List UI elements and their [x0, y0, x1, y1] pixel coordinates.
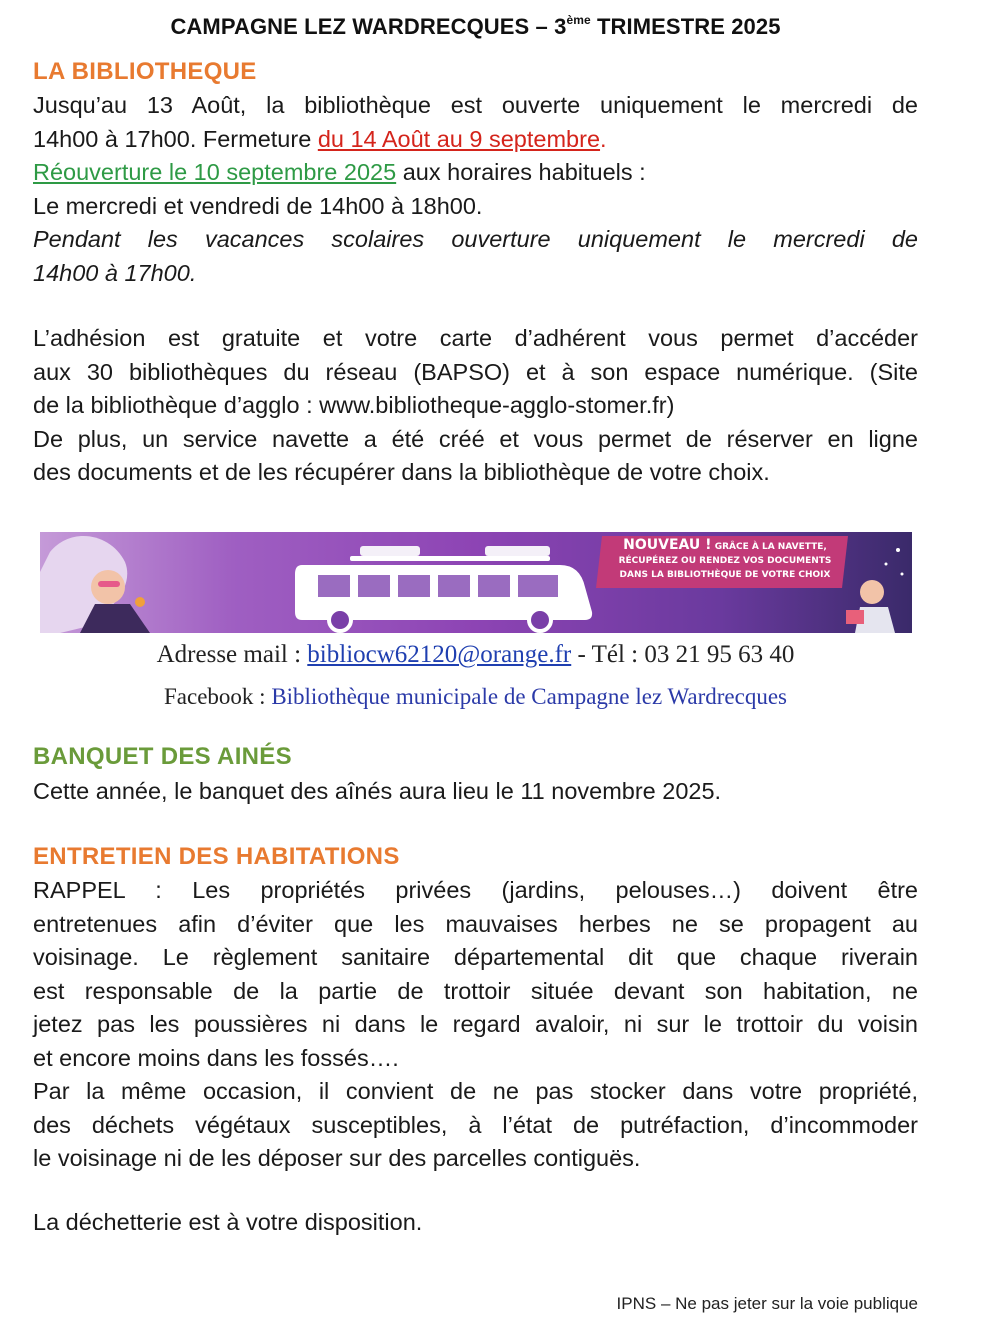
- page-title: [33, 14, 918, 40]
- banquet-heading: BANQUET DES AINÉS: [33, 743, 292, 770]
- bibliotheque-line2: [33, 123, 918, 157]
- navette-line1: De plus, un service navette a été créé et vous permet de réserver en ligne: [33, 425, 918, 452]
- bus-window-2-shape: [358, 575, 390, 597]
- star-dot-1-shape: [896, 548, 900, 552]
- entretien-line6: et encore moins dans les fossés….: [33, 1044, 399, 1071]
- adhesion-paragraph: [33, 322, 918, 490]
- tel-label: - Tél : 03 21 95 63 40: [571, 641, 795, 668]
- entretien-line9: le voisinage ni de les déposer sur des parcelles contiguës.: [33, 1145, 641, 1171]
- facebook-label: Facebook :: [164, 684, 272, 709]
- reader-book-shape: [846, 610, 864, 624]
- title-superscript: ème: [566, 12, 591, 27]
- bus-roof-rack-shape: [350, 556, 550, 561]
- navette-line2: des documents et de les récupérer dans la bibliothèque de votre choix.: [33, 459, 770, 485]
- bus-window-5-shape: [478, 575, 510, 597]
- closure-dates: du 14 Août au 9 septembre: [317, 125, 601, 152]
- woman-hand-shape: [135, 597, 145, 607]
- contact-mail-line: [33, 641, 918, 669]
- navette-banner: [40, 532, 912, 633]
- banner-line2: RÉCUPÉREZ OU RENDEZ VOS DOCUMENTS: [618, 556, 832, 566]
- dechetterie-line: La déchetterie est à votre disposition.: [33, 1209, 423, 1235]
- reopening-suffix: aux horaires habituels :: [396, 159, 646, 185]
- entretien-line8: des déchets végétaux susceptibles, à l’état de putréfaction, d’incommoder: [33, 1111, 918, 1138]
- vacation-line2: 14h00 à 17h00.: [33, 259, 197, 286]
- entretien-line3: voisinage. Le règlement sanitaire départemental dit que chaque riverain: [33, 944, 918, 970]
- bus-wheel-right-shape: [529, 609, 551, 631]
- banner-nouveau: NOUVEAU !: [623, 537, 712, 553]
- bibliotheque-heading: LA BIBLIOTHEQUE: [33, 58, 257, 85]
- woman-glasses-shape: [98, 581, 120, 587]
- banner-line3: DANS LA BIBLIOTHÈQUE DE VOTRE CHOIX: [619, 570, 831, 580]
- title-end: TRIMESTRE 2025: [590, 14, 781, 39]
- entretien-paragraph: [33, 874, 918, 1176]
- banquet-text: [33, 775, 918, 809]
- banquet-line: Cette année, le banquet des aînés aura lieu le 11 novembre 2025.: [33, 778, 722, 804]
- reopening-date: Réouverture le 10 septembre 2025: [33, 159, 397, 185]
- reader-face-shape: [860, 580, 884, 604]
- entretien-line5: jetez pas les poussières ni dans le regard avaloir, ni sur le trottoir du voisin: [33, 1011, 918, 1037]
- star-dot-2-shape: [885, 563, 888, 566]
- entretien-line4: est responsable de la partie de trottoir située devant son habitation, ne: [33, 977, 918, 1004]
- dechetterie-paragraph: [33, 1206, 918, 1240]
- facebook-link[interactable]: Bibliothèque municipale de Campagne lez Wardrecques: [271, 684, 787, 709]
- closure-prefix: 14h00 à 17h00. Fermeture: [33, 125, 318, 152]
- closure-suffix: .: [600, 125, 607, 152]
- contact-facebook-line: [33, 684, 918, 710]
- bibliotheque-hours: [33, 89, 918, 290]
- banner-caption: [605, 538, 845, 582]
- adhesion-line1: L’adhésion est gratuite et votre carte d’adhérent vous permet d’accéder: [33, 325, 918, 351]
- bus-window-1-shape: [318, 575, 350, 597]
- footer-ipns: IPNS – Ne pas jeter sur la voie publique: [616, 1294, 918, 1313]
- bus-window-4-shape: [438, 575, 470, 597]
- bus-window-3-shape: [398, 575, 430, 597]
- mail-link[interactable]: bibliocw62120@orange.fr: [307, 641, 572, 668]
- bus-wheel-left-shape: [329, 609, 351, 631]
- banner-line1: GRÂCE À LA NAVETTE,: [711, 542, 827, 552]
- entretien-line2: entretenues afin d’éviter que les mauvaises herbes ne se propagent au: [33, 910, 918, 937]
- mail-label: Adresse mail :: [156, 641, 308, 668]
- bibliotheque-line4: Le mercredi et vendredi de 14h00 à 18h00.: [33, 192, 483, 219]
- bibliotheque-line1: Jusqu’au 13 Août, la bibliothèque est ouverte uniquement le mercredi de: [33, 92, 918, 118]
- adhesion-line2: aux 30 bibliothèques du réseau (BAPSO) et à son espace numérique. (Site: [33, 358, 918, 385]
- bus-window-6-shape: [518, 575, 558, 597]
- star-dot-3-shape: [901, 573, 904, 576]
- entretien-heading: ENTRETIEN DES HABITATIONS: [33, 843, 400, 870]
- title-main: CAMPAGNE LEZ WARDRECQUES – 3: [170, 14, 567, 39]
- vacation-line1: Pendant les vacances scolaires ouverture uniquement le mercredi de: [33, 226, 918, 252]
- bus-luggage-left-shape: [360, 546, 420, 556]
- bus-luggage-right-shape: [485, 546, 550, 556]
- entretien-line7: Par la même occasion, il convient de ne pas stocker dans votre propriété,: [33, 1078, 918, 1104]
- entretien-line1: RAPPEL : Les propriétés privées (jardins, pelouses…) doivent être: [33, 877, 918, 903]
- adhesion-line3: de la bibliothèque d’agglo : www.bibliotheque-agglo-stomer.fr): [33, 392, 675, 418]
- bibliotheque-line3: [33, 156, 918, 190]
